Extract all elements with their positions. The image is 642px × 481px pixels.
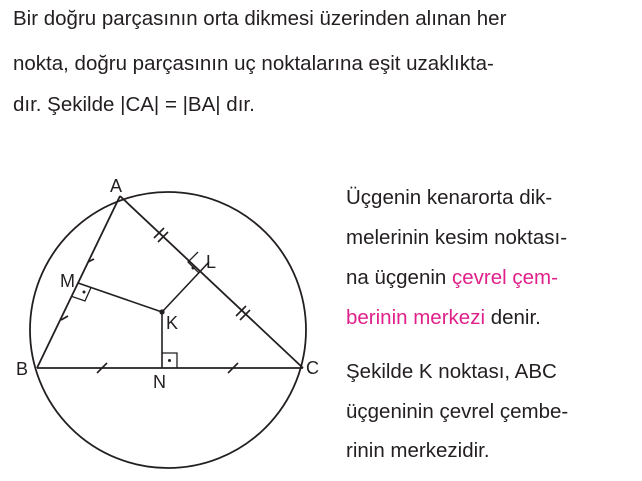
highlight-cevrel-cem: çevrel çem- [452, 266, 558, 289]
side-p1-line-3 [346, 263, 558, 293]
right-angle-dot-m [83, 291, 86, 294]
label-b: B [16, 359, 29, 379]
side-p2-line-3: rinin merkezidir. [346, 439, 490, 462]
perpendicular-kl [162, 262, 209, 312]
intro-line-2: nokta, doğru parçasının uç noktalarına eşit uzaklıkta- [13, 52, 494, 75]
label-a: A [110, 176, 123, 196]
highlight-berinin-merkezi: berinin merkezi [346, 306, 485, 329]
side-p1-line-4 [346, 303, 541, 333]
right-angle-dot-n [168, 359, 171, 362]
right-angle-dot-l [192, 267, 195, 270]
side-p2-line-1: Şekilde K noktası, ABC [346, 360, 557, 383]
intro-line-3: dır. Şekilde |CA| = |BA| dır. [13, 93, 255, 116]
label-m: M [60, 271, 75, 291]
label-k: K [166, 313, 179, 333]
label-n: N [153, 372, 166, 392]
side-ac [120, 196, 303, 368]
side-p1-line-4-text: denir. [485, 306, 541, 329]
side-ab [37, 196, 120, 368]
side-p1-line-2: melerinin kesim noktası- [346, 226, 568, 249]
side-p1-line-3-text: na üçgenin [346, 266, 453, 289]
label-l: L [206, 252, 217, 272]
intro-line-1: Bir doğru parçasının orta dikmesi üzerinden alınan her [13, 7, 507, 30]
point-k [159, 309, 164, 314]
label-c: C [306, 358, 319, 378]
side-p2-line-2: üçgeninin çevrel çembe- [346, 400, 569, 423]
side-p1-line-1: Üçgenin kenarorta dik- [346, 186, 553, 209]
